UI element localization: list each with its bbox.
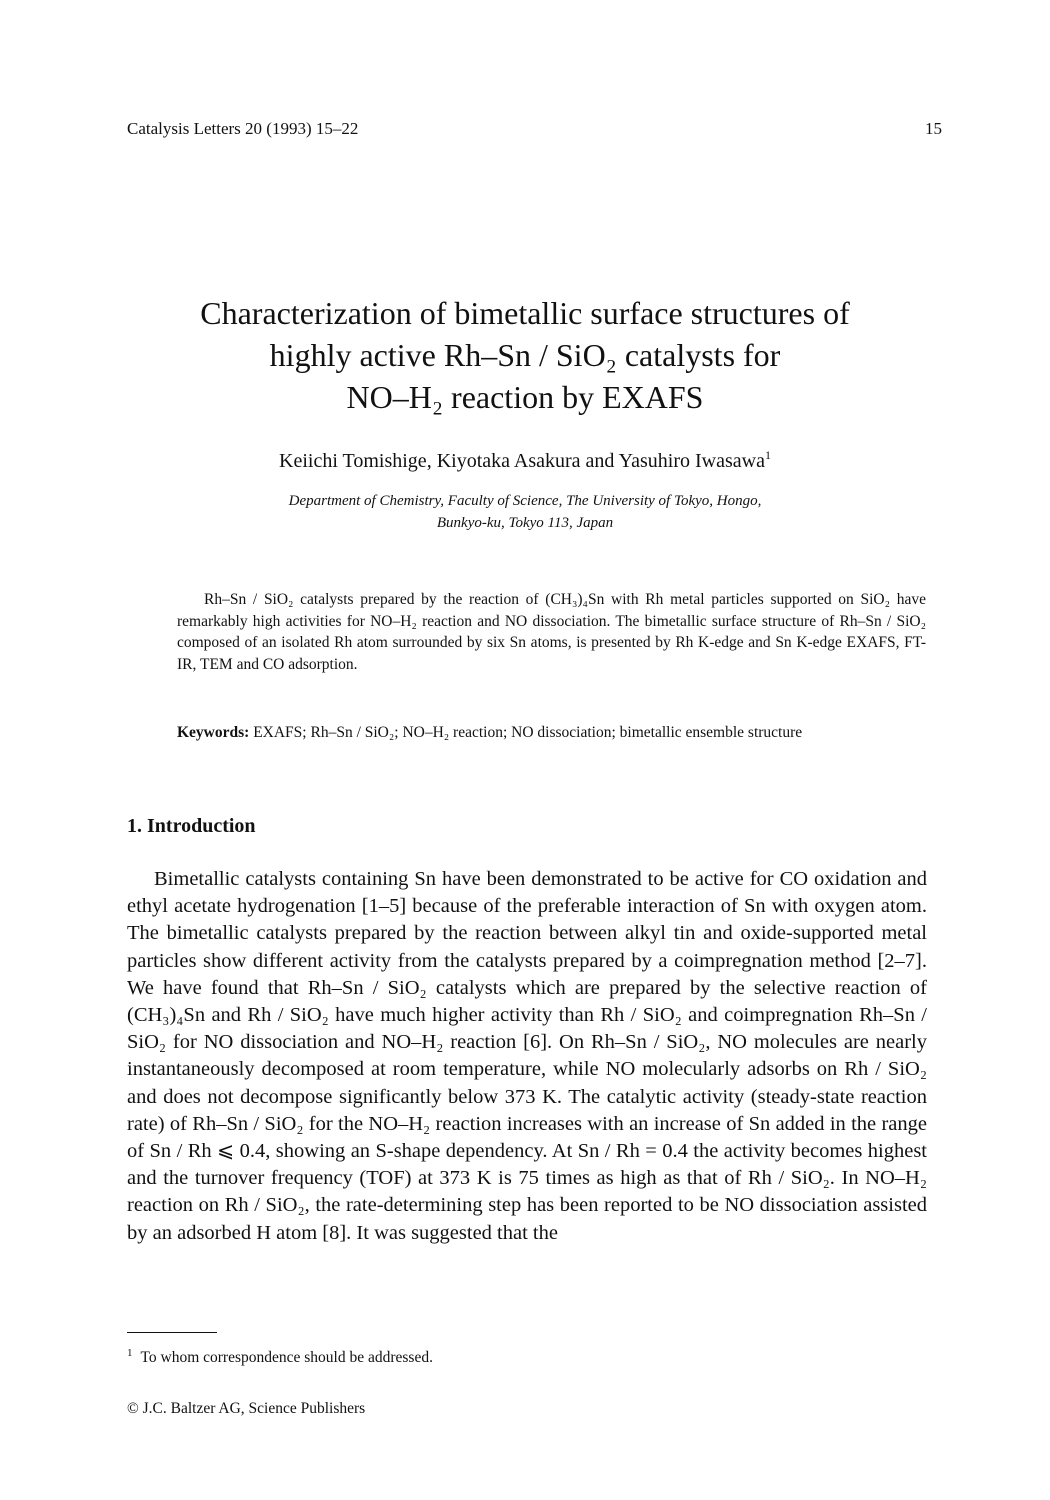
page-number: 15 bbox=[925, 119, 942, 138]
affiliation bbox=[80, 490, 970, 534]
keywords bbox=[177, 722, 926, 744]
abstract: Rh–Sn / SiO₂ catalysts prepared by the reaction of (CH₃)₄Sn with Rh metal particles supported on SiO₂ have remarkably high activities for NO–H₂ reaction and NO dissociation. The bimetallic surface structure of Rh–Sn / SiO₂ composed of an isolated Rh atom surrounded by six Sn atoms, is presented by Rh K-edge and Sn K-edge EXAFS, FT-IR, TEM and CO adsorption. bbox=[177, 591, 926, 673]
affiliation-line-1: Department of Chemistry, Faculty of Science, The University of Tokyo, Hongo, bbox=[288, 493, 762, 509]
keywords-label: Keywords: bbox=[177, 724, 250, 741]
title-line-1: Characterization of bimetallic surface structures of bbox=[200, 295, 850, 331]
footnote-text: To whom correspondence should be addressed. bbox=[140, 1349, 433, 1366]
title-line-2: highly active Rh–Sn / SiO₂ catalysts for bbox=[269, 337, 781, 373]
author-list bbox=[80, 448, 970, 473]
paper-title bbox=[80, 292, 970, 418]
footnote bbox=[127, 1347, 433, 1367]
author-names: Keiichi Tomishige, Kiyotaka Asakura and Yasuhiro Iwasawa bbox=[279, 450, 765, 472]
section-heading: 1. Introduction bbox=[127, 815, 256, 837]
title-line-3: NO–H₂ reaction by EXAFS bbox=[346, 379, 704, 415]
keywords-text: EXAFS; Rh–Sn / SiO₂; NO–H₂ reaction; NO dissociation; bimetallic ensemble structure bbox=[253, 724, 803, 741]
footnote-divider bbox=[127, 1332, 217, 1333]
affiliation-line-2: Bunkyo-ku, Tokyo 113, Japan bbox=[436, 515, 614, 531]
copyright-notice: © J.C. Baltzer AG, Science Publishers bbox=[127, 1400, 366, 1417]
journal-citation: Catalysis Letters 20 (1993) 15–22 bbox=[127, 119, 359, 138]
author-footnote-mark: 1 bbox=[764, 448, 771, 462]
introduction-paragraph: Bimetallic catalysts containing Sn have been demonstrated to be active for CO oxidation and ethyl acetate hydrogenation [1–5] because of the preferable interaction of Sn with oxygen atom. The bimetallic catalysts prepared by the reaction between alkyl tin and oxide-supported metal particles show different activity from the catalysts prepared by a coimpregnation method [2–7]. We have found that Rh–Sn / SiO₂ catalysts which are prepared by the selective reaction of (CH₃)₄Sn and Rh / SiO₂ have much higher activity than Rh / SiO₂ and coimpregnation Rh–Sn / SiO₂ for NO dissociation and NO–H₂ reaction [6]. On Rh–Sn / SiO₂, NO molecules are nearly instantaneously decomposed at room temperature, while NO molecularly adsorbs on Rh / SiO₂ and does not decompose significantly below 373 K. The catalytic activity (steady-state reaction rate) of Rh–Sn / SiO₂ for the NO–H₂ reaction increases with an increase of Sn added in the range of Sn / Rh ⩽ 0.4, showing an S-shape dependency. At Sn / Rh = 0.4 the activity becomes highest and the turnover frequency (TOF) at 373 K is 75 times as high as that of Rh / SiO₂. In NO–H₂ reaction on Rh / SiO₂, the rate-determining step has been reported to be NO dissociation assisted by an adsorbed H atom [8]. It was suggested that the bbox=[127, 868, 927, 1244]
footnote-mark: 1 bbox=[127, 1347, 133, 1359]
